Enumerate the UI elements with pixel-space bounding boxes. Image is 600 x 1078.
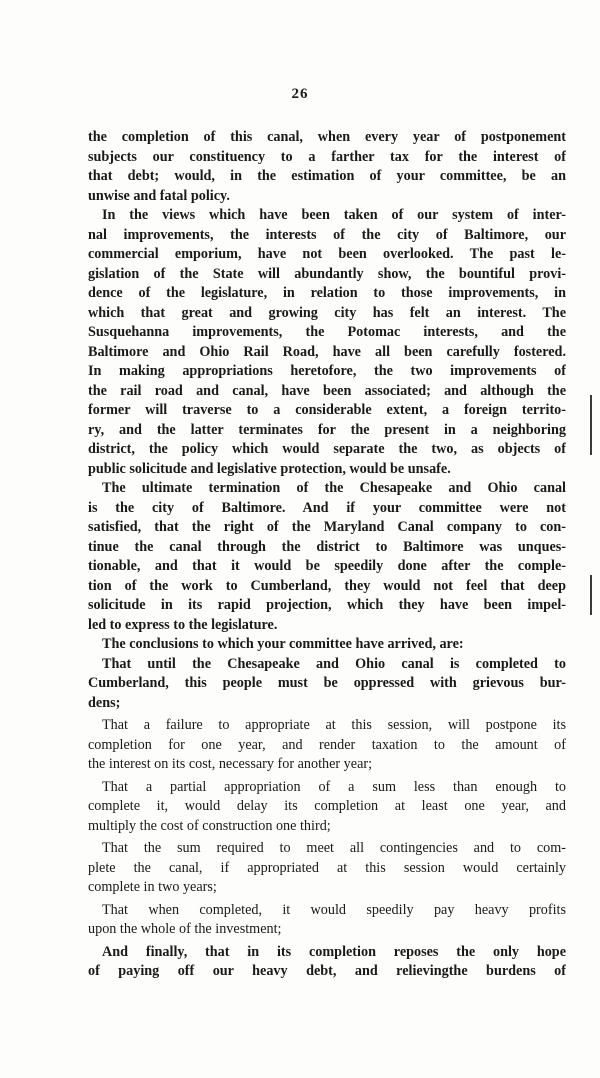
paragraph bbox=[88, 839, 566, 898]
paragraph bbox=[88, 778, 566, 837]
paragraph bbox=[88, 479, 566, 635]
paragraph bbox=[88, 128, 566, 206]
text-line: nal improvements, the interests of the city of Baltimore, our bbox=[88, 226, 566, 243]
text-line: That a failure to appropriate at this session, will postpone its bbox=[102, 717, 566, 733]
paragraph bbox=[88, 901, 566, 940]
text-line: tinue the canal through the district to Baltimore was unques- bbox=[88, 538, 566, 555]
paragraph bbox=[88, 206, 566, 479]
text-line: which that great and growing city has felt an interest. The bbox=[88, 304, 566, 321]
text-line: district, the policy which would separate the two, as objects of bbox=[88, 441, 566, 457]
text-line: plete the canal, if appropriated at this session would certainly bbox=[88, 859, 566, 876]
text-line: is the city of Baltimore. And if your committee were not bbox=[88, 499, 566, 516]
text-line: the interest on its cost, necessary for another year; bbox=[88, 756, 373, 772]
text-line: ry, and the latter terminates for the present in a neighboring bbox=[88, 421, 566, 438]
page-number: 26 bbox=[291, 86, 309, 102]
text-line: And finally, that in its completion reposes the only hope bbox=[102, 943, 566, 960]
text-line: completion for one year, and render taxation to the amount of bbox=[88, 736, 566, 753]
text-line: former will traverse to a considerable extent, a foreign territo- bbox=[88, 402, 566, 418]
paragraph bbox=[88, 655, 566, 714]
text-line: that debt; would, in the estimation of your committee, be an bbox=[88, 168, 566, 184]
text-line: complete it, would delay its completion at least one year, and bbox=[88, 798, 566, 814]
text-line: unwise and fatal policy. bbox=[88, 187, 230, 204]
text-line: tionable, and that it would be speedily done after the comple- bbox=[88, 558, 566, 574]
text-line: That until the Chesapeake and Ohio canal is completed to bbox=[102, 655, 566, 672]
text-line: In making appropriations heretofore, the two improvements of bbox=[88, 363, 566, 379]
text-line: In the views which have been taken of our system of inter- bbox=[102, 207, 566, 223]
text-line: satisfied, that the right of the Maryland Canal company to con- bbox=[88, 519, 566, 535]
text-line: The ultimate termination of the Chesapeake and Ohio canal bbox=[102, 480, 566, 496]
text-line: led to express to the legislature. bbox=[88, 616, 278, 633]
paragraph bbox=[88, 943, 566, 982]
body-text bbox=[88, 128, 566, 982]
margin-mark bbox=[590, 395, 592, 455]
text-line: dens; bbox=[88, 694, 121, 711]
text-line: tion of the work to Cumberland, they would not feel that deep bbox=[88, 577, 566, 594]
text-line: Baltimore and Ohio Rail Road, have all been carefully fostered. bbox=[88, 343, 566, 360]
text-line: solicitude in its rapid projection, which they have been impel- bbox=[88, 597, 566, 613]
paragraph bbox=[88, 635, 566, 655]
text-line: upon the whole of the investment; bbox=[88, 921, 282, 937]
text-line: multiply the cost of construction one third; bbox=[88, 817, 331, 834]
text-line: commercial emporium, have not been overlooked. The past le- bbox=[88, 246, 566, 262]
paragraph bbox=[88, 716, 566, 775]
text-line: That the sum required to meet all contingencies and to com- bbox=[102, 840, 566, 856]
text-line: Cumberland, this people must be oppressed with grievous bur- bbox=[88, 675, 566, 691]
text-line: public solicitude and legislative protection, would be unsafe. bbox=[88, 460, 451, 477]
text-line: the rail road and canal, have been associated; and although the bbox=[88, 382, 566, 399]
text-line: gislation of the State will abundantly show, the bountiful provi- bbox=[88, 265, 566, 282]
text-line: That when completed, it would speedily pay heavy profits bbox=[102, 901, 566, 918]
text-line: the completion of this canal, when every year of postponement bbox=[88, 129, 566, 145]
text-line: The conclusions to which your committee have arrived, are: bbox=[102, 636, 464, 652]
text-line: of paying off our heavy debt, and relievingthe burdens of bbox=[88, 963, 566, 979]
text-line: That a partial appropriation of a sum less than enough to bbox=[102, 778, 566, 795]
text-line: dence of the legislature, in relation to those improvements, in bbox=[88, 285, 566, 301]
margin-mark bbox=[590, 575, 592, 615]
text-line: Susquehanna improvements, the Potomac interests, and the bbox=[88, 324, 566, 340]
text-line: complete in two years; bbox=[88, 879, 217, 895]
text-line: subjects our constituency to a farther tax for the interest of bbox=[88, 148, 566, 165]
